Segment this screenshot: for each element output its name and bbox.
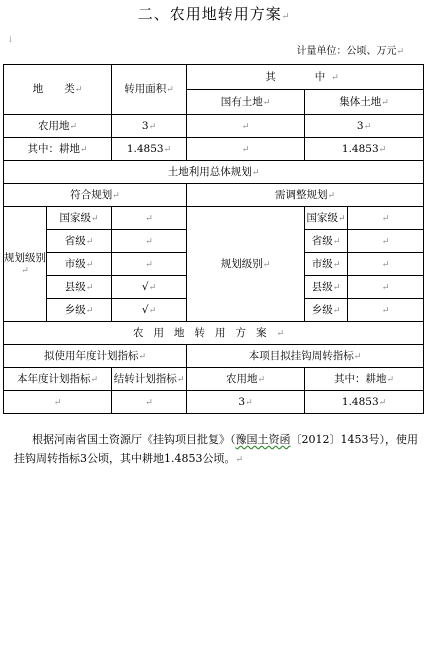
- paragraph-text: 〔2012〕1453号），使用挂钩周转指标3公顷，其中耕地1.4853公顷。: [14, 433, 418, 465]
- table-header-row: [4, 65, 424, 90]
- cultivated-header: 其中：耕地↵: [305, 368, 424, 391]
- conform-value: ↵: [112, 207, 187, 230]
- collective-cell: 1.4853↵: [305, 138, 424, 161]
- cultivated-value: 1.4853↵: [305, 391, 424, 414]
- level-name: 市级↵: [47, 253, 112, 276]
- row-label: 其中：耕地↵: [4, 138, 112, 161]
- farmland-header: 农用地↵: [187, 368, 305, 391]
- annual-plan-value: ↵: [4, 391, 112, 414]
- table-row: [4, 138, 424, 161]
- conform-level-group: 规划级别↵: [4, 207, 47, 322]
- level-name: 国家级↵: [47, 207, 112, 230]
- level-name: 乡级↵: [305, 299, 348, 322]
- adjust-value: ↵: [348, 230, 424, 253]
- plan-title: 土地利用总体规划↵: [4, 161, 424, 184]
- approval-paragraph: [14, 430, 418, 470]
- among-header: 其 中↵: [187, 65, 424, 90]
- level-name: 市级↵: [305, 253, 348, 276]
- plan-section-row: [4, 161, 424, 184]
- collective-land-header: 集体土地↵: [305, 90, 424, 115]
- level-row: [4, 207, 424, 230]
- conform-value: √↵: [112, 276, 187, 299]
- land-type-header: 地 类↵: [4, 65, 112, 115]
- annual-index-title: 拟使用年度计划指标↵: [4, 345, 187, 368]
- farmland-value: 3↵: [187, 391, 305, 414]
- row-label: 农用地↵: [4, 115, 112, 138]
- level-name: 县级↵: [305, 276, 348, 299]
- conform-value: ↵: [112, 230, 187, 253]
- paragraph-text: 根据河南省国土资源厅《挂钩项目批复》（: [32, 433, 236, 446]
- level-name: 县级↵: [47, 276, 112, 299]
- annual-plan-header: 本年度计划指标↵: [4, 368, 112, 391]
- land-conversion-table: [3, 64, 424, 414]
- return-mark: ↵: [281, 12, 291, 22]
- return-mark: ↵: [235, 455, 244, 465]
- conform-value: ↵: [112, 253, 187, 276]
- level-name: 省级↵: [305, 230, 348, 253]
- state-cell: ↵: [187, 138, 305, 161]
- unit-label: [296, 42, 404, 57]
- line-break-mark: ↓: [7, 35, 14, 44]
- carry-plan-value: ↵: [112, 391, 187, 414]
- page-title: [0, 3, 428, 24]
- state-cell: ↵: [187, 115, 305, 138]
- conversion-title: 农用地转用方案↵: [4, 322, 424, 345]
- collective-cell: 3↵: [305, 115, 424, 138]
- level-name: 国家级↵: [305, 207, 348, 230]
- area-cell: 1.4853↵: [112, 138, 187, 161]
- document-number: 豫国土资函: [235, 433, 291, 446]
- index-subheader-row: [4, 368, 424, 391]
- unit-label-text: 计量单位：公顷、万元: [296, 46, 397, 57]
- adjust-value: ↵: [348, 299, 424, 322]
- conversion-section-row: [4, 322, 424, 345]
- adjust-value: ↵: [348, 253, 424, 276]
- linked-index-title: 本项目拟挂钩周转指标↵: [187, 345, 424, 368]
- level-name: 乡级↵: [47, 299, 112, 322]
- adjust-level-group: 规划级别↵: [187, 207, 305, 322]
- level-name: 省级↵: [47, 230, 112, 253]
- conform-value: √↵: [112, 299, 187, 322]
- carry-plan-header: 结转计划指标↵: [112, 368, 187, 391]
- table-row: [4, 115, 424, 138]
- adjust-title: 需调整规划↵: [187, 184, 424, 207]
- index-header-row: [4, 345, 424, 368]
- table-row: [4, 391, 424, 414]
- area-cell: 3↵: [112, 115, 187, 138]
- conform-title: 符合规划↵: [4, 184, 187, 207]
- title-text: 二、农用地转用方案: [137, 5, 282, 23]
- adjust-value: ↵: [348, 276, 424, 299]
- area-header: 转用面积↵: [112, 65, 187, 115]
- state-land-header: 国有土地↵: [187, 90, 305, 115]
- return-mark: ↵: [396, 47, 404, 57]
- plan-subheader-row: [4, 184, 424, 207]
- adjust-value: ↵: [348, 207, 424, 230]
